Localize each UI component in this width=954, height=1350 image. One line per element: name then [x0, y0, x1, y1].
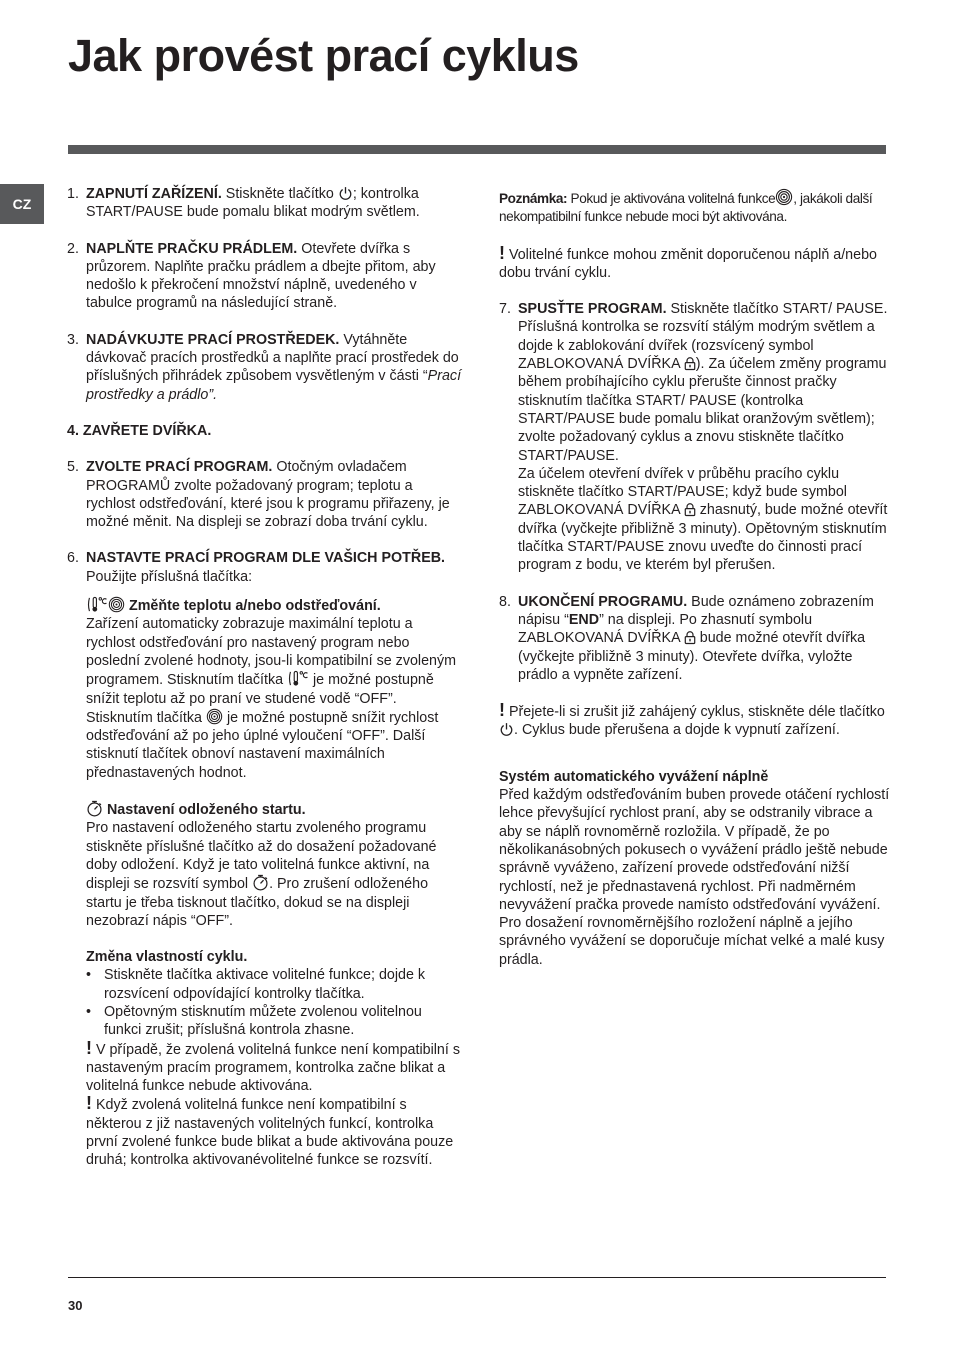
- language-tab: CZ: [0, 184, 44, 224]
- cycle-change-heading: Změna vlastností cyklu.: [86, 949, 248, 966]
- exclamation-icon: !: [86, 1037, 92, 1058]
- step-3-heading: NADÁVKUJTE PRACÍ PROSTŘEDEK.: [86, 331, 340, 348]
- list-item: • Stiskněte tlačítka aktivace volitelné funkce; dojde k rozsvícení odpovídající kontrolky tlačítka.: [86, 967, 426, 1002]
- step-7-heading: SPUSŤTE PROGRAM.: [518, 301, 667, 318]
- step-2-heading: NAPLŇTE PRAČKU PRÁDLEM.: [86, 240, 298, 257]
- footer-rule: [68, 1277, 886, 1278]
- step-5: 5. ZVOLTE PRACÍ PROGRAM. Otočným ovladačem PROGRAMŮ zvolte požadovaný program; teplotu a rychlost odstřeďování, které jsou k programu přiřazeny, je možné měnit. Na displeji se zobrazí doba trvání cyklu.: [67, 459, 450, 531]
- step-4: [67, 422, 462, 440]
- step-6: 6. NASTAVTE PRACÍ PROGRAM DLE VAŠICH POTŘEB. Použijte příslušná tlačítka:: [67, 550, 446, 585]
- temperature-icon: [86, 596, 108, 613]
- step-5-heading: ZVOLTE PRACÍ PROGRAM.: [86, 459, 273, 476]
- timer-icon: [86, 800, 103, 817]
- step-1-heading: ZAPNUTÍ ZAŘÍZENÍ.: [86, 186, 222, 202]
- list-item: • Opětovným stisknutím můžete zvolenou volitelnou funkci zrušit; příslušná kontrola zhasne.: [86, 1003, 422, 1039]
- lock-icon: [684, 630, 696, 645]
- step-2: 2. NAPLŇTE PRAČKU PRÁDLEM. Otevřete dvířka s průzorem. Naplňte pračku prádlem a dbejte přitom, aby nedošlo k překročení množství náplně, uvedeného v tabulce programů na následující straně.: [67, 240, 436, 312]
- warning-incompatible: ! V případě, že zvolená volitelná funkce není kompatibilní s nastaveným pracím programem, kontrolka začne blikat a volitelná funkce nebude aktivována.: [86, 1037, 460, 1095]
- lock-icon: [684, 502, 696, 517]
- step-3: 3. NADÁVKUJTE PRACÍ PROSTŘEDEK. Vytáhněte dávkovač pracích prostředků a naplňte prací prostředek do příslušných přihrádek způsobem vysvětleným v části “Prací prostředky a prádlo”.: [67, 331, 462, 403]
- delay-start-section: Nastavení odloženého startu. Pro nastavení odloženého startu zvoleného programu stiskněte příslušné tlačítko až do dosažení požadované doby odložení. Když je tato volitelná funkce aktivní, na displeji se rozsvítí symbol . Pro zrušení odloženého startu je třeba tisknout tlačítko, dokud se na displeji nezobrazí nápis “OFF”.: [86, 802, 437, 929]
- warning-cancel-cycle: ! Přejete-li si zrušit již zahájený cyklus, stiskněte déle tlačítko . Cyklus bude přerušena a dojde k vypnutí zařízení.: [499, 700, 885, 739]
- exclamation-icon: !: [86, 1093, 92, 1114]
- temperature-spin-heading: Změňte teplotu a/nebo odstřeďování.: [128, 598, 381, 615]
- step-8: 8. UKONČENÍ PROGRAMU. Bude oznámeno zobrazením nápisu “END” na displeji. Po zhasnutí symbolu ZABLOKOVANÁ DVÍŘKA bude možné otevřít dvířka (vyčkejte přibližně 3 minuty). Otevřete dvířka, vyložte prádlo a vypněte zařízení.: [499, 593, 874, 683]
- delay-start-heading: Nastavení odloženého startu.: [106, 802, 306, 819]
- left-column: [67, 185, 462, 1170]
- auto-balance-heading: Systém automatického vyvážení náplně: [499, 768, 769, 785]
- temperature-icon: [287, 670, 309, 687]
- lock-icon: [684, 356, 696, 371]
- note-label: Poznámka:: [499, 191, 568, 206]
- exclamation-icon: !: [499, 242, 505, 263]
- auto-balance-text: Před každým odstřeďováním buben provede otáčení rychlostí lehce převyšující rychlost praní, aby se odstranily vibrace a aby se náplň rovnoměrně rozložila. V případě, že po několikanásobných pokusech o vyvážení prádlo ještě nebude správně vyváženo, zařízení provede odstřeďování nižší rychlostí, než je přednastavená rychlost. Při nadměrném nevyvážení pračka provede namísto odstřeďování vyvážení. Pro dosažení rovnoměrnějšího rozložení náplně a jejího správného vyvážení se doporučuje míchat velké a malé kusy prádla.: [499, 787, 890, 968]
- step-1: 1. ZAPNUTÍ ZAŘÍZENÍ. Stiskněte tlačítko ; kontrolka START/PAUSE bude pomalu blikat modrým světlem.: [67, 186, 420, 221]
- spin-icon: [206, 708, 223, 725]
- warning-incompatible-options: ! Když zvolená volitelná funkce není kompatibilní s některou z již nastavených volitelných funkcí, kontrolka první zvolené funkce bude blikat a bude aktivována pouze druhá; kontrolka aktivovanévolitelné funkce se rozsvítí.: [86, 1093, 454, 1169]
- option-icon: [775, 188, 793, 206]
- timer-icon: [252, 874, 269, 891]
- step-7: 7. SPUSŤTE PROGRAM. Stiskněte tlačítko START/ PAUSE. Příslušná kontrolka se rozsvítí stálým modrým světlem a dojde k zablokování dvířek (rozsvícený symbol ZABLOKOVANÁ DVÍŘKA ). Za účelem změny programu během probíhajícího cyklu přerušte činnost pračky stisknutím tlačítka START/ PAUSE (kontrolka START/PAUSE bude pomalu blikat oranžovým světlem); zvolte požadovaný cyklus a znovu stiskněte tlačítko START/PAUSE. Za účelem otevření dvířek v průběhu pracího cyklu stiskněte tlačítko START/PAUSE; když bude symbol ZABLOKOVANÁ DVÍŘKA zhasnutý, bude možné otevřít dvířka (vyčkejte přibližně 3 minuty). Opětovným stisknutím tlačítka START/PAUSE znovu uveďte do činnosti prací program z bodu, ve kterém byl přerušen.: [499, 301, 888, 574]
- temperature-spin-section: Změňte teplotu a/nebo odstřeďování. Zařízení automaticky zobrazuje maximální teplotu a rychlost odstřeďování pro nastavený program nebo poslední zvolené hodnoty, jsou-li kompatibilní se zvoleným programem. Stisknutím tlačítka je možné postupně snížit teplotu až po praní ve studené vodě “OFF”. Stisknutím tlačítka je možné postupně snížit rychlost odstřeďování až po jeho úplné vyloučení “OFF”. Další stisknutí tlačítek obnoví nastavení maximálních přednastavených hodnot.: [86, 598, 457, 781]
- step-4-heading: 4. ZAVŘETE DVÍŘKA.: [67, 422, 212, 439]
- spin-icon: [108, 596, 125, 613]
- warning-options: ! Volitelné funkce mohou změnit doporučenou náplň a/nebo dobu trvání cyklu.: [499, 242, 877, 281]
- step-6-heading: NASTAVTE PRACÍ PROGRAM DLE VAŠICH POTŘEB.: [86, 550, 446, 567]
- note: Poznámka: Pokud je aktivována volitelná funkce , jakákoli další nekompatibilní funkce nebude moci být aktivována.: [499, 188, 891, 227]
- header-rule: [68, 145, 886, 154]
- power-icon: [338, 186, 353, 201]
- exclamation-icon: !: [499, 700, 505, 721]
- step-8-heading: UKONČENÍ PROGRAMU.: [518, 593, 688, 610]
- right-column: [499, 188, 891, 969]
- page-number: 30: [68, 1298, 83, 1313]
- page-title: Jak provést prací cyklus: [68, 30, 579, 81]
- power-icon: [499, 722, 514, 737]
